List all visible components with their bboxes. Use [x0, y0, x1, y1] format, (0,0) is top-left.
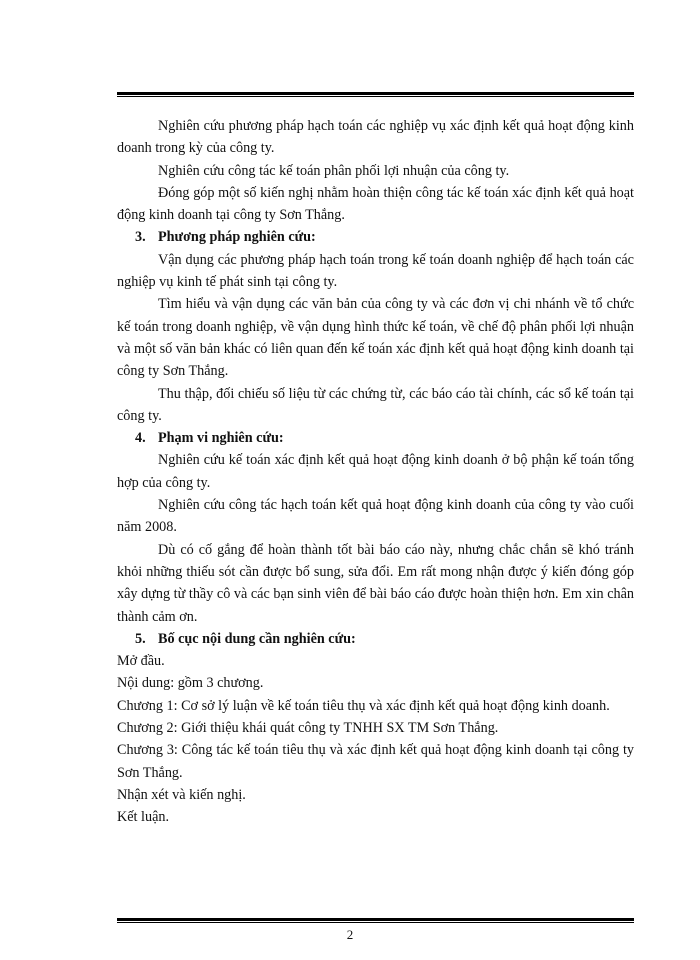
paragraph: Nghiên cứu công tác kế toán phân phối lợi nhuận của công ty.: [158, 162, 510, 179]
section-title: Phạm vi nghiên cứu:: [158, 430, 284, 447]
paragraph: Thu thập, đối chiếu số liệu từ các chứng từ, các báo cáo tài chính, các sổ kế toán tại công ty.: [117, 385, 634, 424]
header-rule: [117, 92, 634, 97]
outline-line: Nhận xét và kiến nghị.: [117, 786, 246, 803]
section-heading-5: [117, 628, 634, 650]
paragraph: Vận dụng các phương pháp hạch toán trong kế toán doanh nghiệp để hạch toán các nghiệp vụ kinh tế phát sinh tại công ty.: [117, 251, 634, 291]
section-title: Phương pháp nghiên cứu:: [158, 229, 316, 246]
page-number: 2: [346, 927, 354, 942]
section-heading-3: [117, 226, 634, 248]
paragraph: Đóng góp một số kiến nghị nhằm hoàn thiện công tác kế toán xác định kết quả hoạt động kinh doanh tại công ty Sơn Thắng.: [117, 184, 634, 224]
document-body: [117, 115, 634, 829]
section-number: 5.: [135, 630, 146, 647]
section-number: 3.: [135, 229, 146, 246]
outline-line: Chương 2: Giới thiệu khái quát công ty TNHH SX TM Sơn Thắng.: [117, 720, 499, 737]
section-heading-4: [117, 427, 634, 449]
section-number: 4.: [135, 430, 146, 447]
paragraph: Dù có cố gắng để hoàn thành tốt bài báo cáo này, nhưng chắc chắn sẽ khó tránh khỏi những thiếu sót cần được bổ sung, sửa đổi. Em rất mong nhận được ý kiến đóng góp xây dựng từ thầy cô và các bạn sinh viên để bài báo cáo được hoàn thiện hơn. Em xin chân thành cảm ơn.: [117, 541, 634, 625]
paragraph: Nghiên cứu phương pháp hạch toán các nghiệp vụ xác định kết quả hoạt động kinh doanh trong kỳ của công ty.: [117, 118, 634, 157]
outline-line: Chương 3: Công tác kế toán tiêu thụ và xác định kết quả hoạt động kinh doanh tại công ty Sơn Thắng.: [117, 742, 634, 781]
paragraph: Nghiên cứu kế toán xác định kết quả hoạt động kinh doanh ở bộ phận kế toán tổng hợp của công ty.: [117, 452, 634, 491]
outline-line: Mở đầu.: [117, 653, 165, 670]
paragraph: Nghiên cứu công tác hạch toán kết quả hoạt động kinh doanh của công ty vào cuối năm 2008.: [117, 497, 634, 536]
outline-line: Kết luận.: [117, 809, 170, 826]
footer-rule: [117, 918, 634, 923]
paragraph: Tìm hiểu và vận dụng các văn bản của công ty và các đơn vị chi nhánh về tổ chức kế toán trong doanh nghiệp, về vận dụng hình thức kế toán, về chế độ phân phối lợi nhuận và một số văn bản khác có liên quan đến kế toán xác định kết quả hoạt động kinh doanh tại công ty Sơn Thắng.: [117, 296, 634, 380]
section-title: Bố cục nội dung cần nghiên cứu:: [158, 630, 356, 647]
outline-line: Nội dung: gồm 3 chương.: [117, 675, 264, 692]
outline-line: Chương 1: Cơ sở lý luận về kế toán tiêu thụ và xác định kết quả hoạt động kinh doanh.: [117, 697, 610, 714]
